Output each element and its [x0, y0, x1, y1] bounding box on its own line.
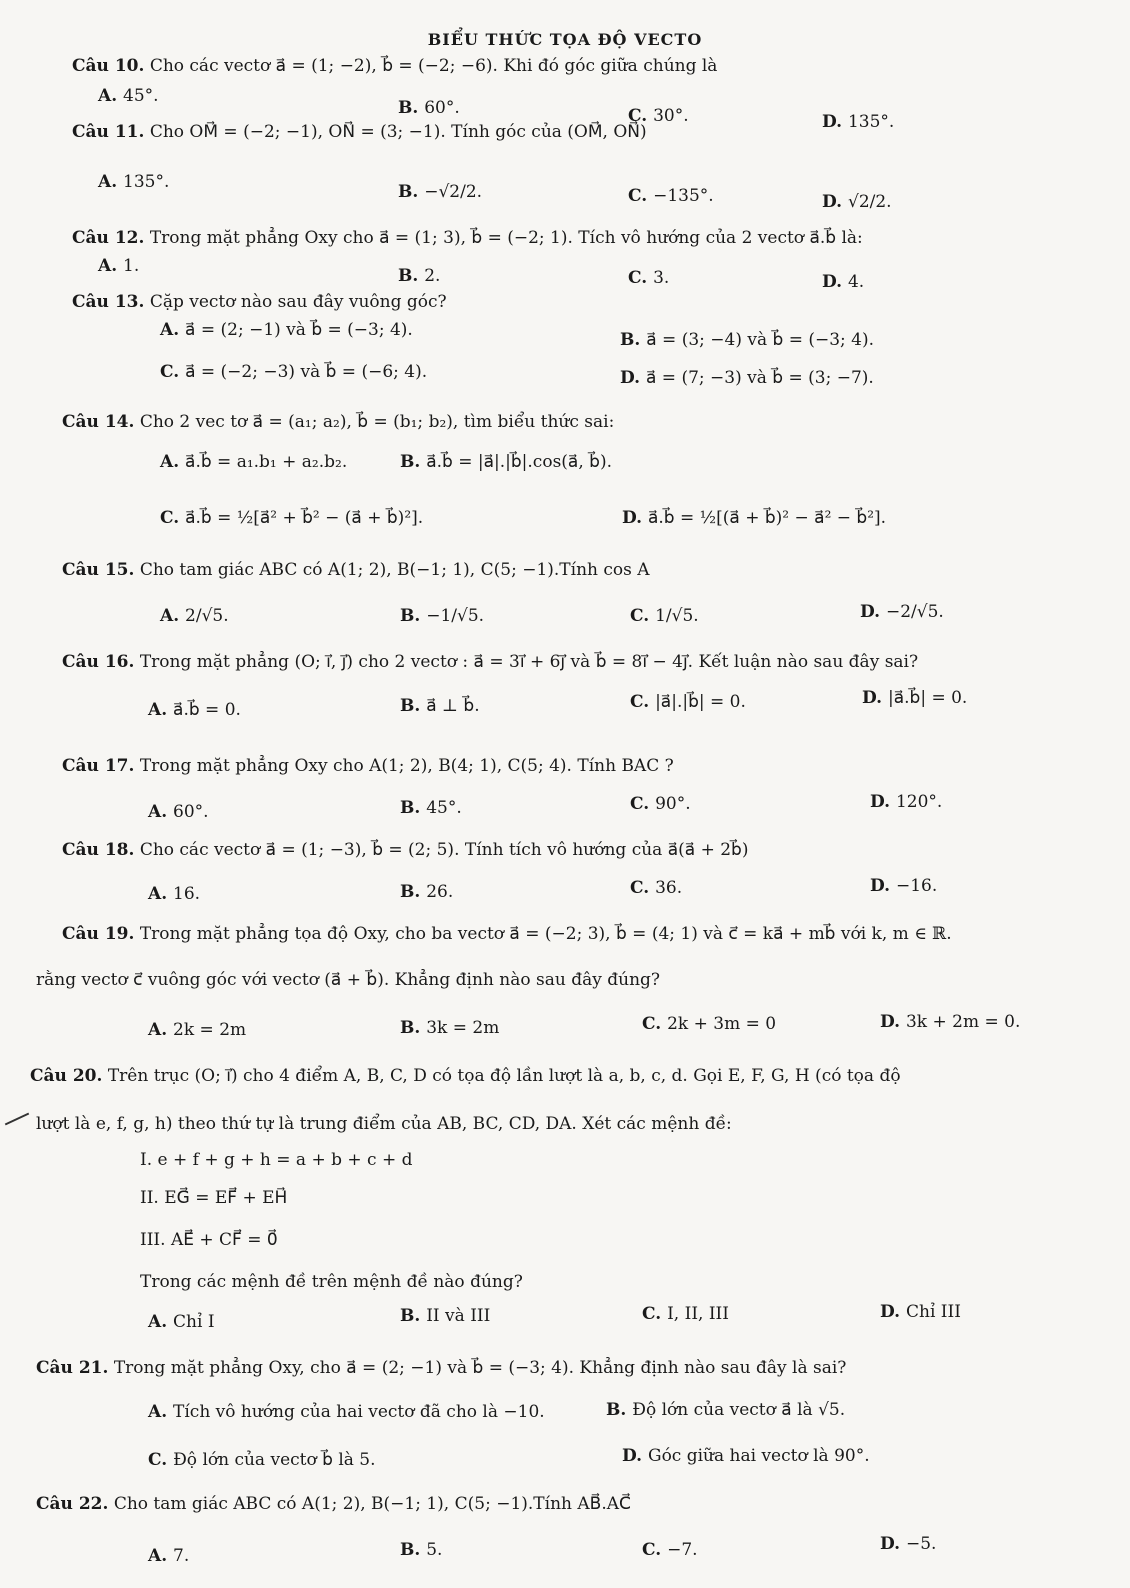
q19-option-b[interactable]: B. 3k = 2m [400, 1018, 500, 1038]
q22-option-d[interactable]: D. −5. [880, 1534, 937, 1554]
q10-option-a[interactable]: A. 45°. [98, 86, 159, 106]
q22-option-b[interactable]: B. 5. [400, 1540, 443, 1560]
question-21: Câu 21. Trong mặt phẳng Oxy, cho a⃗ = (2; −1) và b⃗ = (−3; 4). Khẳng định nào sau đây là sai? [36, 1358, 847, 1378]
statement-2: II. EG⃗ = EF⃗ + EH⃗ [140, 1188, 288, 1208]
question-11: Câu 11. Cho OM⃗ = (−2; −1), ON⃗ = (3; −1). Tính góc của (OM⃗, ON⃗) [72, 122, 647, 142]
q19-option-a[interactable]: A. 2k = 2m [148, 1020, 247, 1040]
q11-option-d[interactable]: D. √2/2. [822, 192, 892, 212]
q11-option-c[interactable]: C. −135°. [628, 186, 714, 206]
question-17: Câu 17. Trong mặt phẳng Oxy cho A(1; 2), B(4; 1), C(5; 4). Tính BAC ? [62, 756, 674, 776]
q20-option-c[interactable]: C. I, II, III [642, 1304, 729, 1324]
q19-option-c[interactable]: C. 2k + 3m = 0 [642, 1014, 777, 1034]
statement-3: III. AE⃗ + CF⃗ = 0⃗ [140, 1230, 278, 1250]
question-13: Câu 13. Cặp vectơ nào sau đây vuông góc? [72, 292, 447, 312]
question-14: Câu 14. Cho 2 vec tơ a⃗ = (a₁; a₂), b⃗ = (b₁; b₂), tìm biểu thức sai: [62, 412, 615, 432]
q22-option-c[interactable]: C. −7. [642, 1540, 698, 1560]
q18-option-b[interactable]: B. 26. [400, 882, 454, 902]
q16-option-b[interactable]: B. a⃗ ⊥ b⃗. [400, 696, 480, 716]
q16-option-c[interactable]: C. |a⃗|.|b⃗| = 0. [630, 692, 746, 712]
q13-option-d[interactable]: D. a⃗ = (7; −3) và b⃗ = (3; −7). [620, 368, 874, 388]
question-10 [72, 56, 717, 76]
q10-option-b[interactable]: B. 60°. [398, 98, 460, 118]
q13-option-a[interactable]: A. a⃗ = (2; −1) và b⃗ = (−3; 4). [160, 320, 413, 340]
pen-mark [5, 1113, 29, 1126]
q20-option-d[interactable]: D. Chỉ III [880, 1302, 961, 1322]
q10-option-c[interactable]: C. 30°. [628, 106, 689, 126]
q16-option-d[interactable]: D. |a⃗.b⃗| = 0. [862, 688, 968, 708]
question-19-continued: rằng vectơ c⃗ vuông góc với vectơ (a⃗ + b⃗). Khẳng định nào sau đây đúng? [36, 970, 661, 990]
q12-option-d[interactable]: D. 4. [822, 272, 865, 292]
question-16: Câu 16. Trong mặt phẳng (O; i⃗, j⃗) cho 2 vectơ : a⃗ = 3i⃗ + 6j⃗ và b⃗ = 8i⃗ − 4j⃗. Kết luận nào sau đây sai? [62, 652, 919, 672]
q11-option-a[interactable]: A. 135°. [98, 172, 170, 192]
question-22: Câu 22. Cho tam giác ABC có A(1; 2), B(−1; 1), C(5; −1).Tính AB⃗.AC⃗ [36, 1494, 631, 1514]
q20-option-b[interactable]: B. II và III [400, 1306, 491, 1326]
q13-option-c[interactable]: C. a⃗ = (−2; −3) và b⃗ = (−6; 4). [160, 362, 428, 382]
q17-option-b[interactable]: B. 45°. [400, 798, 462, 818]
q14-option-c[interactable]: C. a⃗.b⃗ = ½[a⃗² + b⃗² − (a⃗ + b⃗)²]. [160, 508, 424, 528]
q21-option-d[interactable]: D. Góc giữa hai vectơ là 90°. [622, 1446, 870, 1466]
statement-1: I. e + f + g + h = a + b + c + d [140, 1150, 413, 1170]
q15-option-c[interactable]: C. 1/√5. [630, 606, 699, 626]
q14-option-a[interactable]: A. a⃗.b⃗ = a₁.b₁ + a₂.b₂. [160, 452, 348, 472]
q20-option-a[interactable]: A. Chỉ I [148, 1312, 215, 1332]
q13-option-b[interactable]: B. a⃗ = (3; −4) và b⃗ = (−3; 4). [620, 330, 875, 350]
worksheet-title: BIỂU THỨC TỌA ĐỘ VECTO [427, 30, 703, 49]
q14-option-d[interactable]: D. a⃗.b⃗ = ½[(a⃗ + b⃗)² − a⃗² − b⃗²]. [622, 508, 887, 528]
question-20-prompt: Trong các mệnh đề trên mệnh đề nào đúng? [140, 1272, 523, 1292]
question-15: Câu 15. Cho tam giác ABC có A(1; 2), B(−1; 1), C(5; −1).Tính cos A [62, 560, 650, 580]
question-number: Câu 10. [72, 56, 145, 76]
question-19: Câu 19. Trong mặt phẳng tọa độ Oxy, cho ba vectơ a⃗ = (−2; 3), b⃗ = (4; 1) và c⃗ = ka⃗ + mb⃗ với k, m ∈ ℝ. [62, 924, 952, 944]
q18-option-c[interactable]: C. 36. [630, 878, 683, 898]
q18-option-d[interactable]: D. −16. [870, 876, 938, 896]
q10-option-d[interactable]: D. 135°. [822, 112, 895, 132]
q18-option-a[interactable]: A. 16. [148, 884, 201, 904]
q12-option-c[interactable]: C. 3. [628, 268, 670, 288]
question-12: Câu 12. Trong mặt phẳng Oxy cho a⃗ = (1; 3), b⃗ = (−2; 1). Tích vô hướng của 2 vectơ a⃗.b⃗ là: [72, 228, 863, 248]
q14-option-b[interactable]: B. a⃗.b⃗ = |a⃗|.|b⃗|.cos(a⃗, b⃗). [400, 452, 612, 472]
q16-option-a[interactable]: A. a⃗.b⃗ = 0. [148, 700, 241, 720]
q12-option-a[interactable]: A. 1. [98, 256, 140, 276]
q17-option-c[interactable]: C. 90°. [630, 794, 691, 814]
q11-option-b[interactable]: B. −√2/2. [398, 182, 483, 202]
q15-option-a[interactable]: A. 2/√5. [160, 606, 229, 626]
question-20: Câu 20. Trên trục (O; i⃗) cho 4 điểm A, B, C, D có tọa độ lần lượt là a, b, c, d. Gọi E, F, G, H (có tọa độ [30, 1066, 901, 1086]
question-18: Câu 18. Cho các vectơ a⃗ = (1; −3), b⃗ = (2; 5). Tính tích vô hướng của a⃗(a⃗ + 2b⃗) [62, 840, 749, 860]
question-text: Cho các vectơ a⃗ = (1; −2), b⃗ = (−2; −6). Khi đó góc giữa chúng là [149, 56, 718, 76]
q15-option-d[interactable]: D. −2/√5. [860, 602, 944, 622]
q21-option-a[interactable]: A. Tích vô hướng của hai vectơ đã cho là −10. [148, 1402, 545, 1422]
q17-option-d[interactable]: D. 120°. [870, 792, 943, 812]
q22-option-a[interactable]: A. 7. [148, 1546, 190, 1566]
q15-option-b[interactable]: B. −1/√5. [400, 606, 485, 626]
q19-option-d[interactable]: D. 3k + 2m = 0. [880, 1012, 1021, 1032]
question-20-continued: lượt là e, f, g, h) theo thứ tự là trung điểm của AB, BC, CD, DA. Xét các mệnh đề: [36, 1114, 732, 1134]
q21-option-b[interactable]: B. Độ lớn của vectơ a⃗ là √5. [606, 1400, 846, 1420]
q17-option-a[interactable]: A. 60°. [148, 802, 209, 822]
q21-option-c[interactable]: C. Độ lớn của vectơ b⃗ là 5. [148, 1450, 376, 1470]
q12-option-b[interactable]: B. 2. [398, 266, 441, 286]
